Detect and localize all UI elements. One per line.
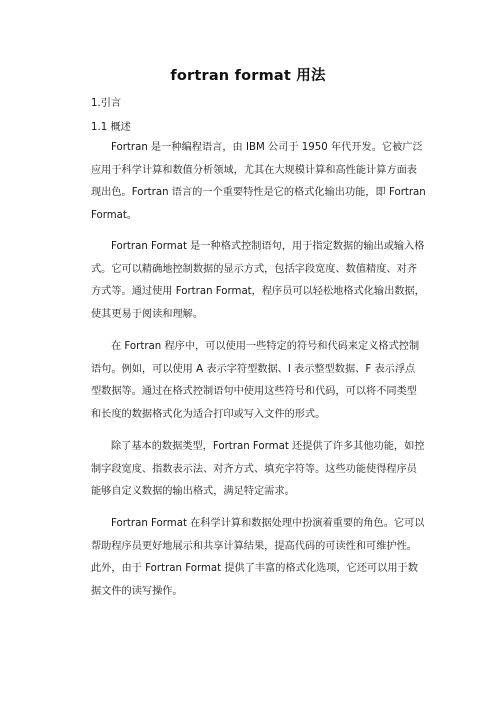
paragraph-5 xyxy=(91,513,425,603)
paragraph-line: 语句。例如，可以使用 A 表示字符型数据、I 表示整型数据、F 表示浮点 xyxy=(91,363,416,375)
paragraph-line: 在 Fortran 程序中，可以使用一些特定的符号和代码来定义格式控制 xyxy=(111,341,420,352)
paragraph-3 xyxy=(91,336,420,426)
paragraph-line: 制字段宽度、指数表示法、对齐方式、填充字符等。这些功能使得程序员 xyxy=(91,463,417,475)
paragraph-line: 型数据等。通过在格式控制语句中使用这些符号和代码，可以将不同类型 xyxy=(91,386,417,397)
paragraph-line: 除了基本的数据类型，Fortran Format 还提供了许多其他功能，如控 xyxy=(111,441,425,452)
document-title: fortran format 用法 xyxy=(170,68,326,84)
paragraph-line: Format。 xyxy=(91,209,138,221)
paragraph-line: 据文件的读写操作。 xyxy=(91,585,183,597)
section-heading: 1.引言 xyxy=(91,98,122,109)
paragraph-1 xyxy=(91,137,426,227)
paragraph-line: 帮助程序员更好地展示和共享计算结果，提高代码的可读性和可维护性。 xyxy=(91,540,417,552)
paragraph-line: Fortran 是一种编程语言，由 IBM 公司于 1950 年代开发。它被广泛 xyxy=(111,142,423,153)
paragraph-4 xyxy=(91,436,425,504)
paragraph-line: 使其更易于阅读和理解。 xyxy=(91,308,204,320)
paragraph-line: 和长度的数据格式化为适合打印或写入文件的形式。 xyxy=(91,408,326,420)
paragraph-line: 现出色。Fortran 语言的一个重要特性是它的格式化输出功能，即 Fortran xyxy=(91,187,426,198)
paragraph-line: 应用于科学计算和数值分析领域，尤其在大规模计算和高性能计算方面表 xyxy=(91,164,417,176)
subsection-heading: 1.1 概述 xyxy=(91,122,131,133)
paragraph-line: 此外，由于 Fortran Format 提供了丰富的格式化选项，它还可以用于数 xyxy=(91,563,418,574)
paragraph-line: 能够自定义数据的输出格式，满足特定需求。 xyxy=(91,486,295,497)
paragraph-line: Fortran Format 是一种格式控制语句，用于指定数据的输出或输入格 xyxy=(111,241,425,252)
paragraph-line: Fortran Format 在科学计算和数据处理中扮演着重要的角色。它可以 xyxy=(111,518,425,529)
paragraph-line: 方式等。通过使用 Fortran Format，程序员可以轻松地格式化输出数据， xyxy=(91,286,425,297)
paragraph-2 xyxy=(91,236,425,326)
paragraph-line: 式。它可以精确地控制数据的显示方式，包括字段宽度、数值精度、对齐 xyxy=(91,263,417,275)
